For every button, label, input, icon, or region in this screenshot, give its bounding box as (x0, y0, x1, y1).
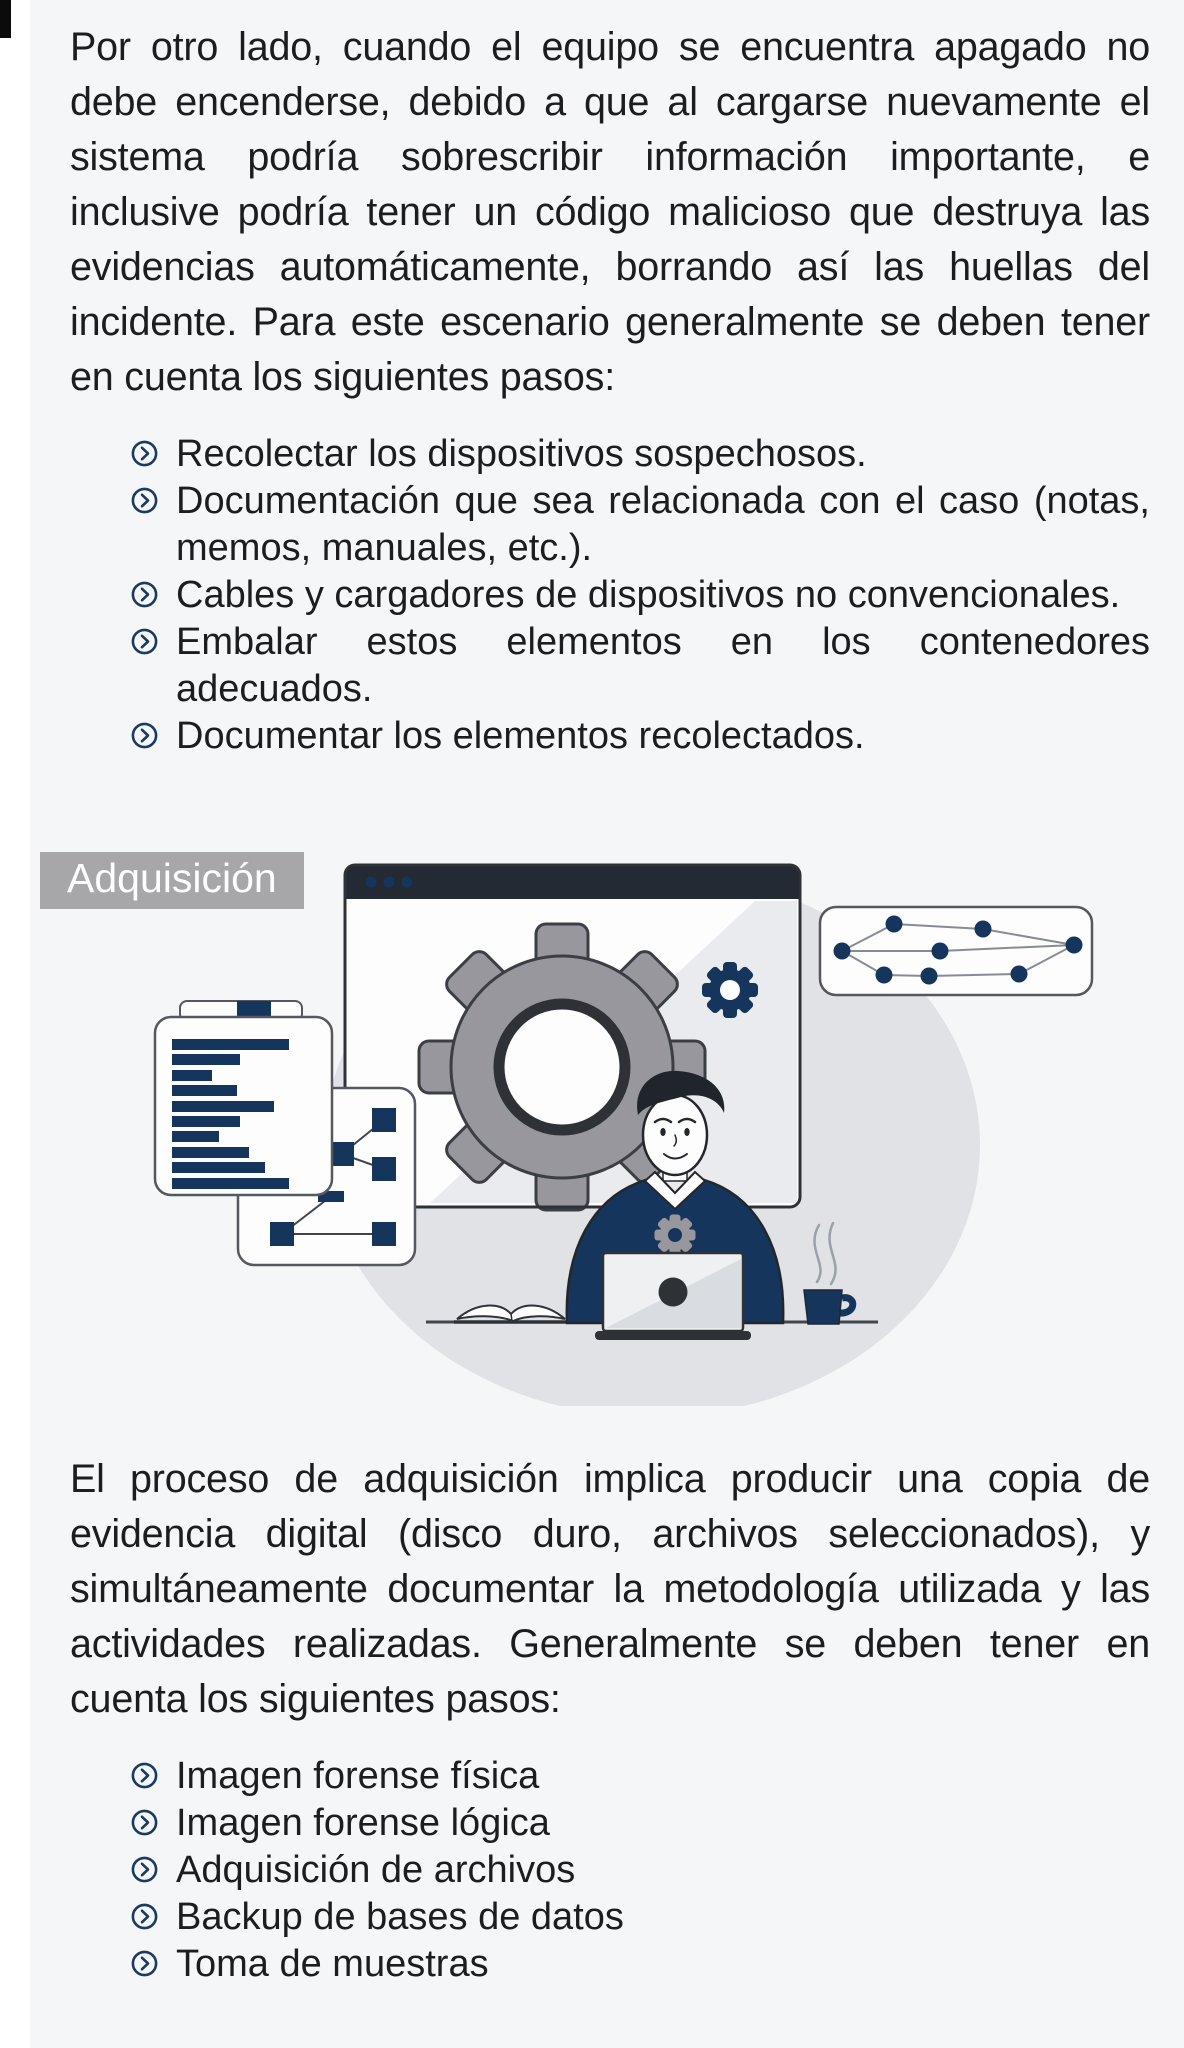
list-item-text: Backup de bases de datos (176, 1896, 624, 1938)
list-item (130, 1800, 1150, 1847)
chevron-circle-icon (130, 1761, 159, 1790)
list-item-text: Recolectar los dispositivos sospechosos. (176, 433, 867, 475)
list-item (130, 1894, 1150, 1941)
list-item (130, 572, 1150, 619)
bulleted-list (30, 1753, 1150, 1988)
list-item-text: Documentar los elementos recolectados. (176, 715, 865, 757)
illustration (30, 816, 1184, 1406)
list-item-text: Documentación que sea relacionada con el caso (notas, memos, manuales, etc.). (176, 480, 1150, 569)
chevron-circle-icon (130, 1808, 159, 1837)
window-control-dots (366, 877, 413, 888)
chevron-circle-icon (130, 627, 159, 656)
chevron-circle-icon (130, 721, 159, 750)
scrollbar-thumb[interactable] (0, 0, 11, 38)
document-page (30, 0, 1184, 1988)
paragraph: Por otro lado, cuando el equipo se encuentra apagado no debe encenderse, debido a que al cargarse nuevamente el sistema podría sobrescribir información importante, e inclusive podría tener un código malicioso que destruya las evidencias automáticamente, borrando así las huellas del incidente. Para este escenario generalmente se deben tener en cuenta los siguientes pasos: (70, 25, 1150, 399)
list-item (130, 713, 1150, 760)
list-item (130, 431, 1150, 478)
small-gear-icon (702, 962, 758, 1018)
list-item-text: Toma de muestras (176, 1943, 489, 1985)
list-item-text: Imagen forense lógica (176, 1802, 550, 1844)
bulleted-list (30, 431, 1150, 760)
list-item (130, 1847, 1150, 1894)
list-item (130, 1753, 1150, 1800)
list-item-text: Cables y cargadores de dispositivos no convencionales. (176, 574, 1121, 616)
section-badge: Adquisición (40, 852, 304, 909)
laptop-icon (595, 1253, 751, 1340)
list-item-text: Imagen forense física (176, 1755, 540, 1797)
list-item-text: Embalar estos elementos en los contenedores adecuados. (176, 621, 1150, 710)
chevron-circle-icon (130, 1902, 159, 1931)
document-clipboard (155, 1001, 332, 1195)
list-item-text: Adquisición de archivos (176, 1849, 576, 1891)
chevron-circle-icon (130, 486, 159, 515)
chest-gear-icon (655, 1215, 696, 1256)
window-title-bar (345, 865, 800, 899)
list-item (130, 1941, 1150, 1988)
network-graph-card (820, 907, 1092, 995)
scrollbar-track (0, 0, 30, 2048)
list-item (130, 478, 1150, 572)
list-item (130, 619, 1150, 713)
chevron-circle-icon (130, 1949, 159, 1978)
paragraph: El proceso de adquisición implica producir una copia de evidencia digital (disco duro, archivos seleccionados), y simultáneamente documentar la metodología utilizada y las actividades realizadas. Generalmente se deben tener en cuenta los siguientes pasos: (70, 1457, 1150, 1721)
chevron-circle-icon (130, 580, 159, 609)
chevron-circle-icon (130, 439, 159, 468)
chevron-circle-icon (130, 1855, 159, 1884)
